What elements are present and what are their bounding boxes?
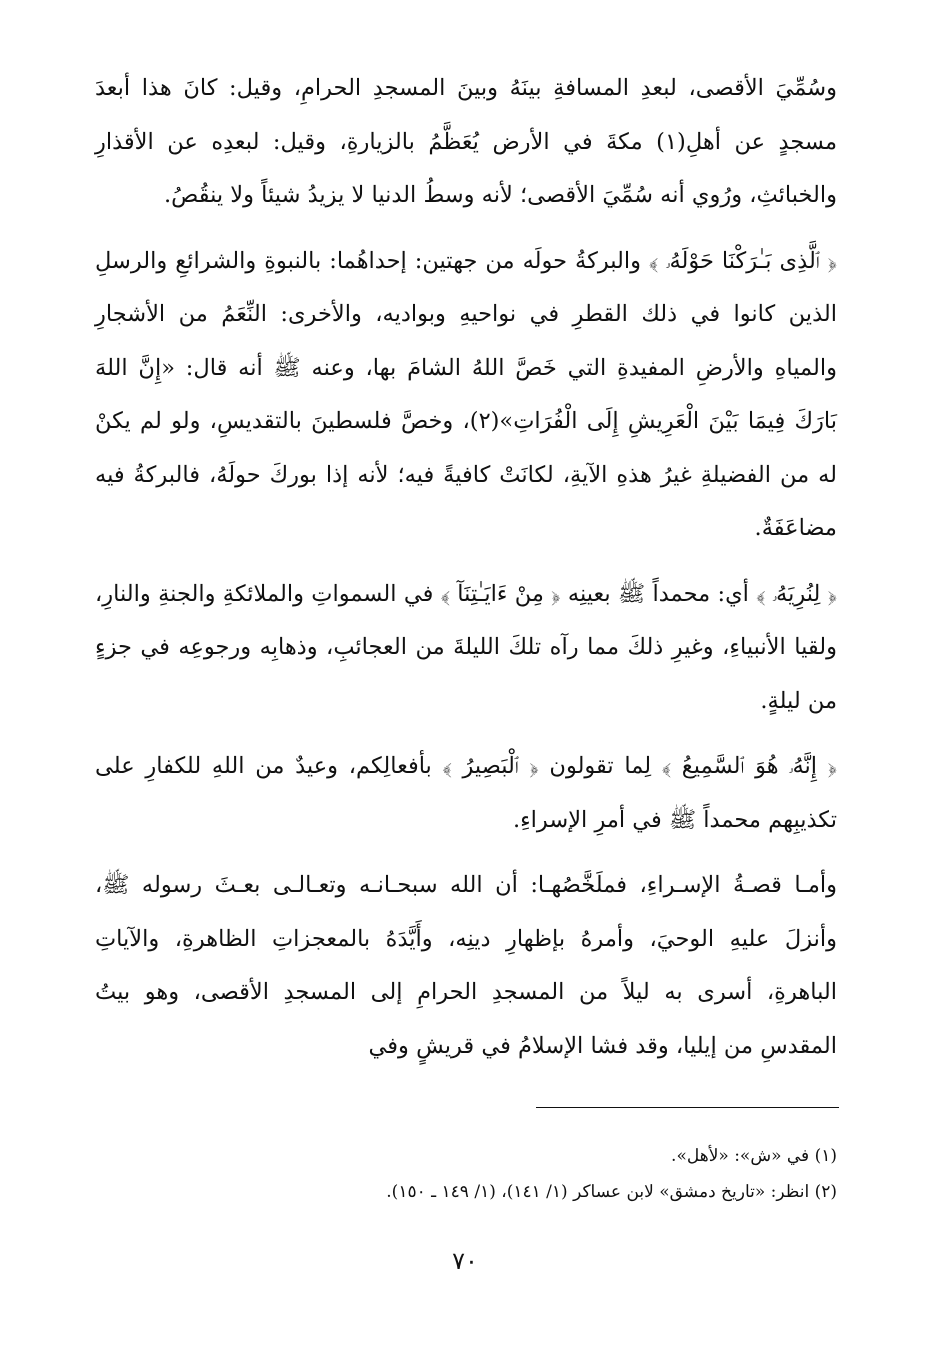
footnote-2: (٢) انظر: «تاريخ دمشق» لابن عساكر (١/ ١٤١)، (١/ ١٤٩ ـ ١٥٠). [386, 1182, 837, 1202]
paragraph-5: وأمـا قصـةُ الإسـراءِ، فملَخَّصُهـا: أن الله سبحـانـه وتعـالـى بعـثَ رسوله ﷺ، وأنزلَ عليهِ الوحيَ، وأمرهُ بإظهارِ دينِه، وأَيَّدَهُ بالمعجزاتِ الظاهرةِ، والآياتِ الباهرةِ، أسرى به ليلاً من المسجدِ الحرامِ إلى المسجدِ الأقصى، وهو بيتُ المقدسِ من إيليا، وقد فشا الإسلامُ في قريشٍ وفي [95, 872, 837, 1059]
footnote-1: (١) في «ش»: «لأهل». [671, 1146, 837, 1166]
paragraph-2: ﴿ ٱلَّذِى بَـٰرَكْنَا حَوْلَهُۥ ﴾ والبركةُ حولَه من جهتين: إحداهُما: بالنبوةِ والشرائعِ والرسلِ الذين كانوا في ذلك القطرِ في نواحيهِ وبواديه، والأخرى: النِّعَمُ من الأشجارِ والمياهِ والأرضِ المفيدةِ التي خَصَّ اللهُ الشامَ بها، وعنه ﷺ أنه قال: «إِنَّ اللهَ بَارَكَ فِيمَا بَيْنَ الْعَرِيشِ إِلَى الْفُرَاتِ»(٢)، وخصَّ فلسطينَ بالتقديسِ، ولو لم يكنْ له من الفضيلةِ غيرُ هذهِ الآيةِ، لكانَتْ كافيةً فيه؛ لأنه إذا بوركَ حولَهُ، فالبركةُ فيه مضاعَفَةٌ. [95, 247, 837, 541]
paragraph-1: وسُمِّيَ الأقصى، لبعدِ المسافةِ بينَهُ وبينَ المسجدِ الحرامِ، وقيل: كانَ هذا أبعدَ مسجدٍ عن أهلِ(١) مكةَ في الأرض يُعَظَّمُ بالزيارةِ، وقيل: لبعدِه عن الأقذارِ والخبائثِ، ورُوي أنه سُمِّيَ الأقصى؛ لأنه وسطُ الدنيا لا يزيدُ شيئاً ولا ينقُصُ. [95, 75, 838, 208]
main-text [95, 62, 837, 1073]
paragraph-4: ﴿ إِنَّهُۥ هُوَ ٱلسَّمِيعُ ﴾ لِما تقولون ﴿ ٱلْبَصِيرُ ﴾ بأفعالِكم، وعيدٌ من اللهِ للكفارِ على تكذيبِهم محمداً ﷺ في أمرِ الإسراءِ. [95, 753, 837, 833]
footnotes [95, 1138, 837, 1210]
footnote-separator [536, 1107, 839, 1108]
page-number: ٧٠ [452, 1247, 478, 1275]
paragraph-3: ﴿ لِنُرِيَهُۥ ﴾ أي: محمداً ﷺ بعينِه ﴿ مِنْ ءَايَـٰتِنَآ ﴾ في السمواتِ والملائكةِ والجنةِ والنارِ، ولقيا الأنبياءِ، وغيرِ ذلكَ مما رآه تلكَ الليلةَ من العجائبِ، وذهابِه ورجوعِه في جزءٍ من ليلةٍ. [95, 580, 837, 714]
